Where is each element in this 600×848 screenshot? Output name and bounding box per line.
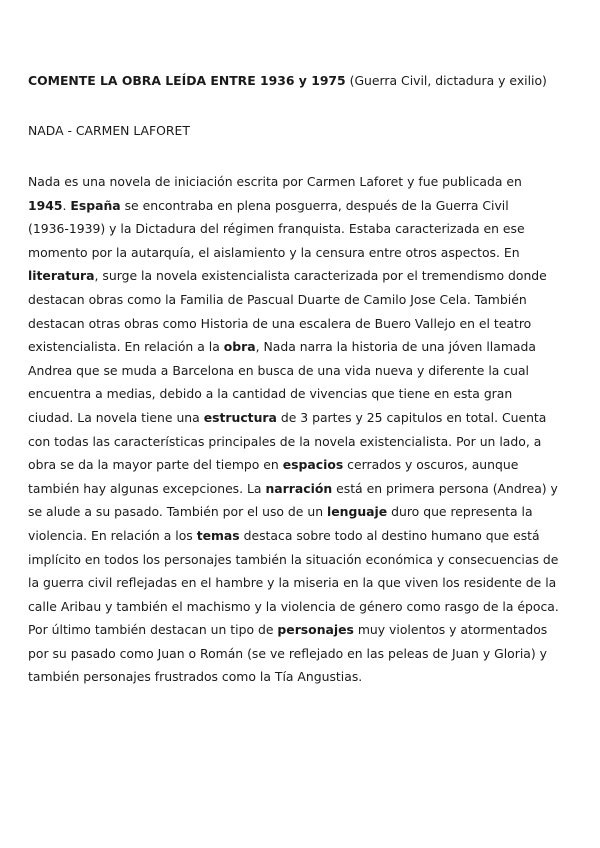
paragraph-line bbox=[28, 288, 576, 312]
paragraph-line bbox=[28, 170, 576, 194]
text-run: cerrados y oscuros, aunque bbox=[343, 457, 519, 473]
paragraph-line bbox=[28, 217, 576, 241]
assignment-heading bbox=[28, 72, 588, 90]
text-run: de 3 partes y 25 capitulos en total. Cuenta bbox=[276, 409, 547, 425]
text-run: se encontraba en plena posguerra, después de la Guerra Civil bbox=[120, 197, 509, 213]
text-run: obra se da la mayor parte del tiempo en bbox=[28, 457, 283, 473]
work-title: NADA - CARMEN LAFORET bbox=[28, 123, 190, 138]
bold-keyword: lenguaje bbox=[327, 504, 388, 520]
text-run: existencialista. En relación a la bbox=[28, 339, 224, 355]
paragraph-line bbox=[28, 264, 576, 288]
paragraph-line bbox=[28, 382, 576, 406]
text-run: implícito en todos los personajes también la situación económica y consecuencias de bbox=[28, 551, 559, 567]
paragraph-line bbox=[28, 548, 576, 572]
bold-keyword: 1945 bbox=[28, 197, 63, 213]
paragraph-line bbox=[28, 524, 576, 548]
text-run: Por último también destacan un tipo de bbox=[28, 622, 278, 638]
text-run: destacan obras como la Familia de Pascual Duarte de Camilo Jose Cela. También bbox=[28, 291, 527, 307]
bold-keyword: obra bbox=[223, 339, 256, 355]
heading-normal-text: (Guerra Civil, dictadura y exilio) bbox=[345, 73, 547, 88]
text-run: duro que representa la bbox=[387, 504, 533, 520]
text-run: también personajes frustrados como la Tía Angustias. bbox=[28, 669, 363, 685]
bold-keyword: España bbox=[70, 197, 121, 213]
paragraph-line bbox=[28, 359, 576, 383]
text-run: por su pasado como Juan o Román (se ve reflejado en las peleas de Juan y Gloria) y bbox=[28, 645, 547, 661]
paragraph-line bbox=[28, 194, 576, 218]
paragraph-line bbox=[28, 335, 576, 359]
paragraph-line bbox=[28, 618, 576, 642]
paragraph-line bbox=[28, 500, 576, 524]
text-run: destaca sobre todo al destino humano que está bbox=[239, 527, 540, 543]
text-run: violencia. En relación a los bbox=[28, 527, 197, 543]
bold-keyword: temas bbox=[196, 527, 240, 543]
paragraph-line bbox=[28, 430, 576, 454]
text-run: también hay algunas excepciones. La bbox=[28, 480, 266, 496]
paragraph-line bbox=[28, 642, 576, 666]
paragraph-line bbox=[28, 241, 576, 265]
text-run: muy violentos y atormentados bbox=[353, 622, 548, 638]
text-run: . bbox=[62, 197, 71, 213]
text-run: Nada es una novela de iniciación escrita por Carmen Laforet y fue publicada en bbox=[28, 174, 522, 189]
text-run: ciudad. La novela tiene una bbox=[28, 409, 204, 425]
text-run: Andrea que se muda a Barcelona en busca de una vida nueva y diferente la cual bbox=[28, 362, 529, 378]
bold-keyword: literatura bbox=[28, 268, 95, 284]
essay-paragraph bbox=[28, 170, 576, 689]
paragraph-line bbox=[28, 406, 576, 430]
paragraph-line bbox=[28, 477, 576, 501]
text-run: (1936-1939) y la Dictadura del régimen franquista. Estaba caracterizada en ese bbox=[28, 221, 525, 237]
bold-keyword: narración bbox=[265, 480, 333, 496]
text-run: encuentra a medias, debido a la cantidad de vivencias que tiene en esta gran bbox=[28, 386, 513, 402]
bold-keyword: estructura bbox=[203, 409, 277, 425]
text-run: con todas las características principales de la novela existencialista. Por un lado, a bbox=[28, 433, 542, 449]
bold-keyword: espacios bbox=[282, 457, 344, 473]
bold-keyword: personajes bbox=[277, 622, 354, 638]
text-run: la guerra civil reflejadas en el hambre y la miseria en la que viven los residente de la bbox=[28, 575, 557, 591]
text-run: destacan otras obras como Historia de una escalera de Buero Vallejo en el teatro bbox=[28, 315, 532, 331]
paragraph-line bbox=[28, 595, 576, 619]
paragraph-line bbox=[28, 665, 576, 689]
text-run: se alude a su pasado. También por el uso de un bbox=[28, 504, 328, 520]
text-run: está en primera persona (Andrea) y bbox=[332, 480, 558, 496]
paragraph-line bbox=[28, 312, 576, 336]
text-run: , surge la novela existencialista caracterizada por el tremendismo donde bbox=[94, 268, 547, 284]
text-run: , Nada narra la historia de una jóven llamada bbox=[255, 339, 536, 355]
text-run: momento por la autarquía, el aislamiento y la censura entre otros aspectos. En bbox=[28, 244, 520, 260]
heading-bold-text: COMENTE LA OBRA LEÍDA ENTRE 1936 y 1975 bbox=[28, 73, 346, 88]
paragraph-line bbox=[28, 453, 576, 477]
text-run: calle Aribau y también el machismo y la violencia de género como rasgo de la época. bbox=[28, 598, 559, 614]
paragraph-line bbox=[28, 571, 576, 595]
